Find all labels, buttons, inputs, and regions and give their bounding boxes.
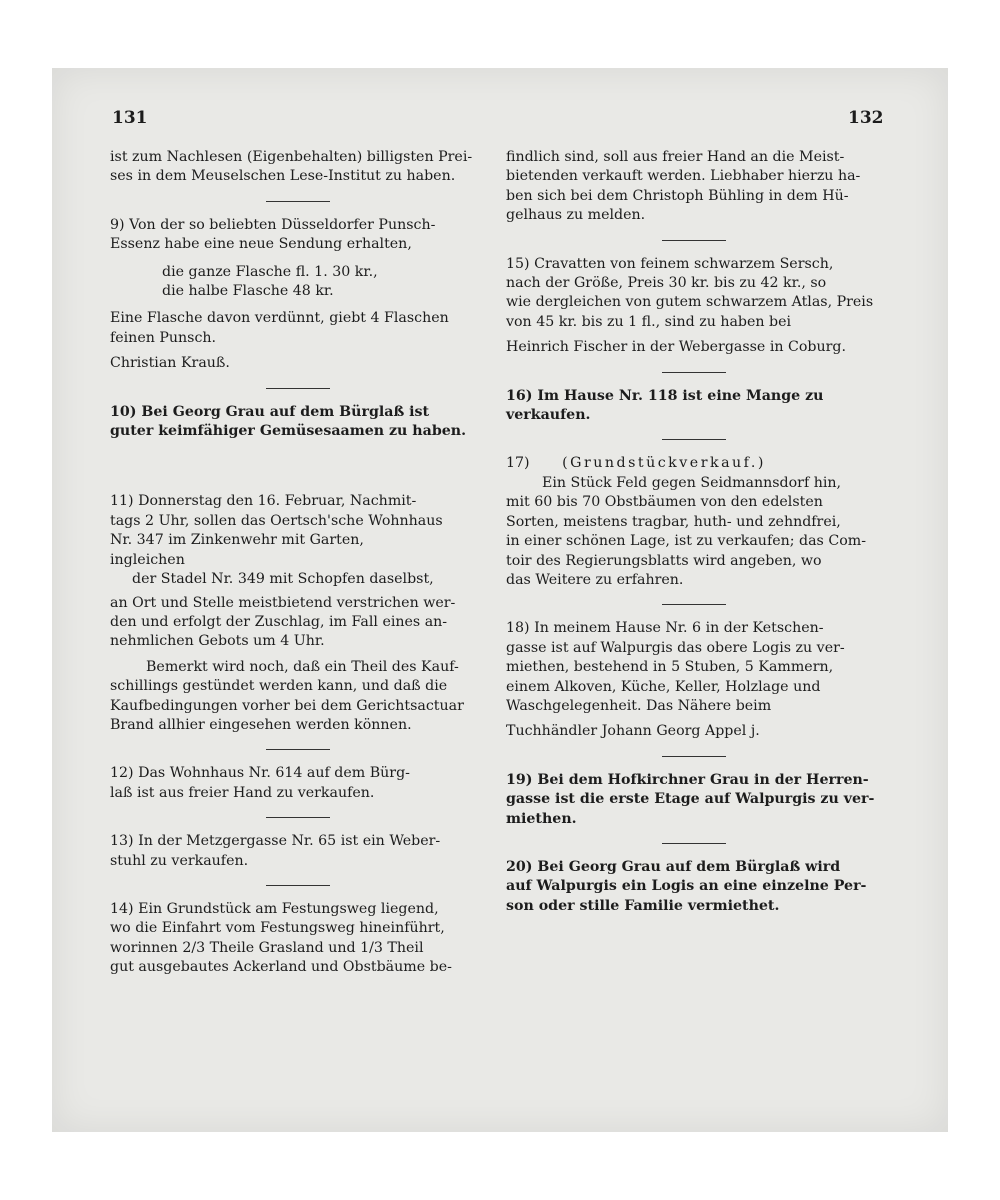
text-line: ist zum Nachlesen (Eigenbehalten) billigsten Prei- [110,149,473,165]
text-line: 15) Cravatten von feinem schwarzem Sersch, [506,255,834,272]
text-line: Brand allhier eingesehen werden können. [110,716,412,733]
text-line: nach der Größe, Preis 30 kr. bis zu 42 kr., so [506,275,827,292]
text-line: Bemerkt wird noch, daß ein Theil des Kauf- [146,658,459,675]
text-line: gasse ist auf Walpurgis das obere Logis zu ver- [506,639,845,656]
item-15-signature: Heinrich Fischer in der Webergasse in Coburg. [506,339,847,356]
text-line: toir des Regierungsblatts wird angeben, wo [506,552,822,569]
text-line: miethen, bestehend in 5 Stuben, 5 Kammern, [506,659,834,676]
text-line: den und erfolgt der Zuschlag, im Fall eines an- [110,613,448,630]
separator-rule [662,843,726,844]
item-9 [110,216,486,255]
text-line: 13) In der Metzgergasse Nr. 65 ist ein Weber- [110,833,441,850]
text-line: miethen. [506,810,577,827]
item-18-signature: Tuchhändler Johann Georg Appel j. [506,723,760,740]
text-line: Nr. 347 im Zinkenwehr mit Garten, [110,532,364,549]
text-line: Waschgelegenheit. Das Nähere beim [506,697,772,714]
separator-rule [266,749,330,750]
text-line: 20) Bei Georg Grau auf dem Bürglaß wird [506,858,841,875]
text-line: Essenz habe eine neue Sendung erhalten, [110,236,412,253]
item-9-signature: Christian Krauß. [110,355,230,372]
separator-rule [662,439,726,440]
text-line: wo die Einfahrt vom Festungsweg hineinführt, [110,920,445,937]
item-19 [506,771,882,829]
text-line: wie dergleichen von gutem schwarzem Atlas, Preis [506,294,874,311]
text-line: das Weitere zu erfahren. [506,571,684,588]
text-line: guter keimfähiger Gemüsesaamen zu haben. [110,423,467,440]
separator-rule [266,885,330,886]
text-line: 18) In meinem Hause Nr. 6 in der Ketschen- [506,620,824,637]
text-line: nehmlichen Gebots um 4 Uhr. [110,633,325,650]
item-14 [110,900,486,978]
left-column [110,148,486,978]
item-12 [110,764,486,803]
text-line: bietenden verkauft werden. Liebhaber hierzu ha- [506,168,861,185]
page-number-right: 132 [848,108,884,128]
item-9-prices [110,263,486,302]
text-line: mit 60 bis 70 Obstbäumen von den edelsten [506,494,823,511]
text-line: gelhaus zu melden. [506,207,646,224]
separator-rule [662,604,726,605]
right-column [506,148,882,916]
text-line: 14) Ein Grundstück am Festungsweg liegend, [110,900,439,917]
text-line: einem Alkoven, Küche, Keller, Holzlage und [506,678,821,695]
item-11-remark [110,658,486,736]
text-line: findlich sind, soll aus freier Hand an die Meist- [506,149,845,165]
text-line: 19) Bei dem Hofkirchner Grau in der Herren- [506,771,869,788]
item-20 [506,858,882,916]
item-10 [110,403,486,442]
text-line: Sorten, meistens tragbar, huth- und zehndfrei, [506,513,841,530]
text-line: gut ausgebautes Ackerland und Obstbäume be- [110,959,452,976]
text-line: laß ist aus freier Hand zu verkaufen. [110,784,375,801]
text-line: von 45 kr. bis zu 1 fl., sind zu haben bei [506,313,792,330]
item-number: 17) [506,455,530,472]
item-17-heading [506,454,882,473]
item-17-body [506,493,882,590]
text-line: gasse ist die erste Etage auf Walpurgis zu ver- [506,791,875,808]
item-16 [506,387,882,426]
text-line: 12) Das Wohnhaus Nr. 614 auf dem Bürg- [110,765,410,782]
item-15 [506,255,882,333]
separator-rule [266,388,330,389]
text-line: 11) Donnerstag den 16. Februar, Nachmit- [110,493,417,510]
separator-rule [266,201,330,202]
item-13 [110,832,486,871]
text-line: ses in dem Meuselschen Lese-Institut zu haben. [110,168,456,185]
intro-paragraph [110,148,486,187]
text-line: 16) Im Hause Nr. 118 ist eine Mange zu [506,387,824,404]
separator-rule [662,240,726,241]
separator-rule [266,817,330,818]
text-line: Eine Flasche davon verdünnt, giebt 4 Flaschen [110,310,449,327]
text-line: an Ort und Stelle meistbietend verstrichen wer- [110,594,456,611]
item-11 [110,492,486,570]
text-line: in einer schönen Lage, ist zu verkaufen; das Com- [506,533,866,550]
text-line: son oder stille Familie vermiethet. [506,897,780,914]
item-14-continued [506,148,882,226]
text-line: verkaufen. [506,407,591,424]
text-line: ben sich bei dem Christoph Bühling in dem Hü- [506,187,849,204]
section-label: (Grundstückverkauf.) [562,455,766,472]
text-line: worinnen 2/3 Theile Grasland und 1/3 Theil [110,939,424,956]
text-line: Ein Stück Feld gegen Seidmannsdorf hin, [542,474,842,491]
separator-rule [662,372,726,373]
item-9-note [110,309,486,348]
text-line: ingleichen [110,551,185,568]
text-line: tags 2 Uhr, sollen das Oertsch'sche Wohnhaus [110,512,443,529]
text-line: stuhl zu verkaufen. [110,852,249,869]
price-line: die halbe Flasche 48 kr. [162,283,334,300]
text-line: auf Walpurgis ein Logis an eine einzelne Per- [506,878,867,895]
text-line: schillings gestündet werden kann, und daß die [110,678,448,695]
text-line: 9) Von der so beliebten Düsseldorfer Punsch- [110,216,436,233]
text-line: Kaufbedingungen vorher bei dem Gerichtsactuar [110,697,464,714]
item-11-continued [110,594,486,652]
page-number-left: 131 [112,108,148,128]
text-line: feinen Punsch. [110,329,217,346]
text-line: 10) Bei Georg Grau auf dem Bürglaß ist [110,403,430,420]
item-11-sub: der Stadel Nr. 349 mit Schopfen daselbst, [132,571,434,588]
item-18 [506,619,882,716]
price-line: die ganze Flasche fl. 1. 30 kr., [162,263,378,280]
separator-rule [662,756,726,757]
item-17 [506,474,882,493]
